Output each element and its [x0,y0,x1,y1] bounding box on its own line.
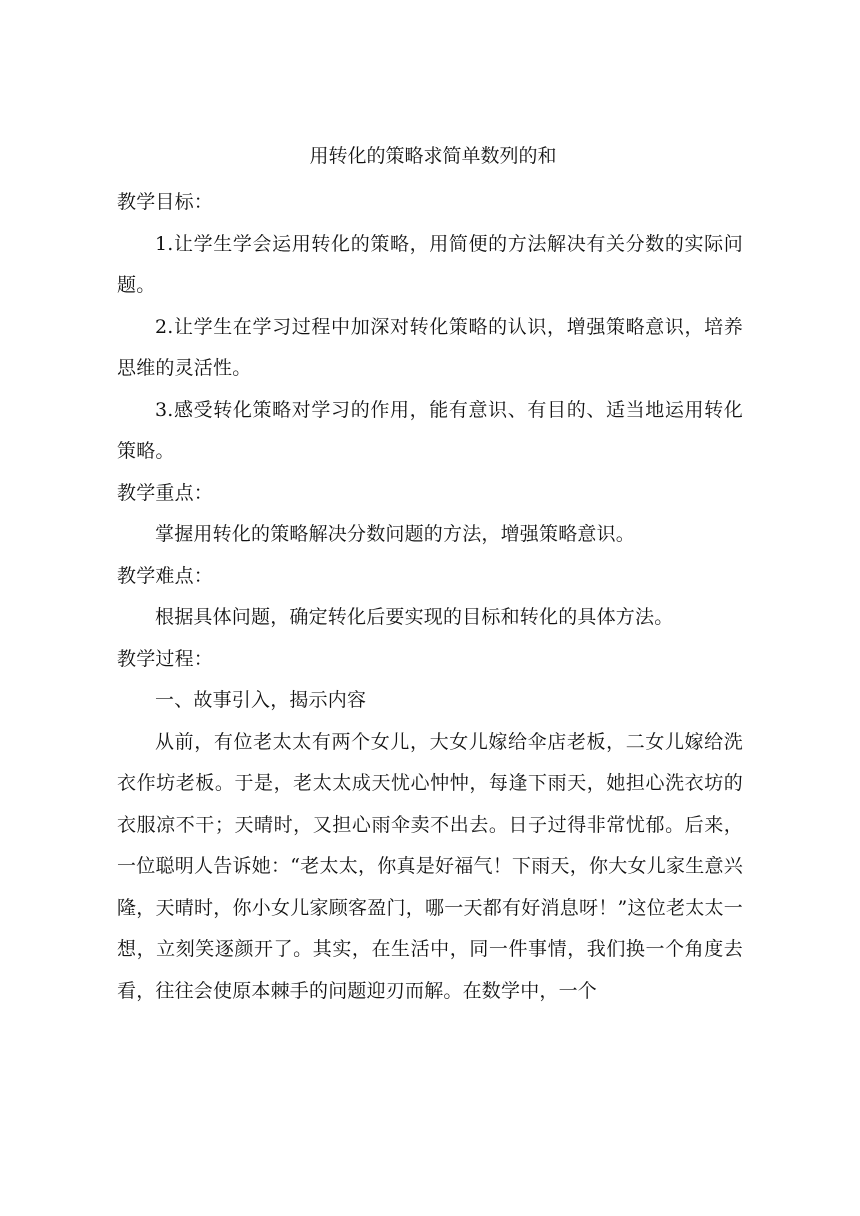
objective-item-1: 1.让学生学会运用转化的策略，用简便的方法解决有关分数的实际问题。 [117,232,743,296]
difficulties-text: 根据具体问题，确定转化后要实现的目标和转化的具体方法。 [155,606,674,628]
document-body [117,142,743,1012]
objective-item-2: 2.让学生在学习过程中加深对转化策略的认识，增强策略意识，培养思维的灵活性。 [117,315,743,379]
section-heading-key-points: 教学重点： [117,481,214,504]
section-heading-objectives: 教学目标： [117,191,214,213]
section-heading-process: 教学过程： [117,647,214,670]
story-paragraph: 从前，有位老太太有两个女儿，大女儿嫁给伞店老板，二女儿嫁给洗衣作坊老板。于是，老太太成天忧心忡忡，每逢下雨天，她担心洗衣坊的衣服凉不干；天晴时，又担心雨伞卖不出去。日子过得非常忧郁。后来，一位聪明人告诉她：“老太太，你真是好福气！下雨天，你大女儿家生意兴隆，天晴时，你小女儿家顾客盈门，哪一天都有好消息呀！”这位老太太一想，立刻笑逐颜开了。其实，在生活中，同一件事情，我们换一个角度去看，往往会使原本棘手的问题迎刃而解。在数学中，一个 [117,730,743,1002]
objective-item-3: 3.感受转化策略对学习的作用，能有意识、有目的、适当地运用转化策略。 [117,398,743,462]
section-heading-difficulties: 教学难点： [117,564,214,587]
document-title: 用转化的策略求简单数列的和 [309,145,557,167]
key-points-text: 掌握用转化的策略解决分数问题的方法，增强策略意识。 [155,523,636,545]
process-step-heading: 一、故事引入，揭示内容 [155,689,367,711]
